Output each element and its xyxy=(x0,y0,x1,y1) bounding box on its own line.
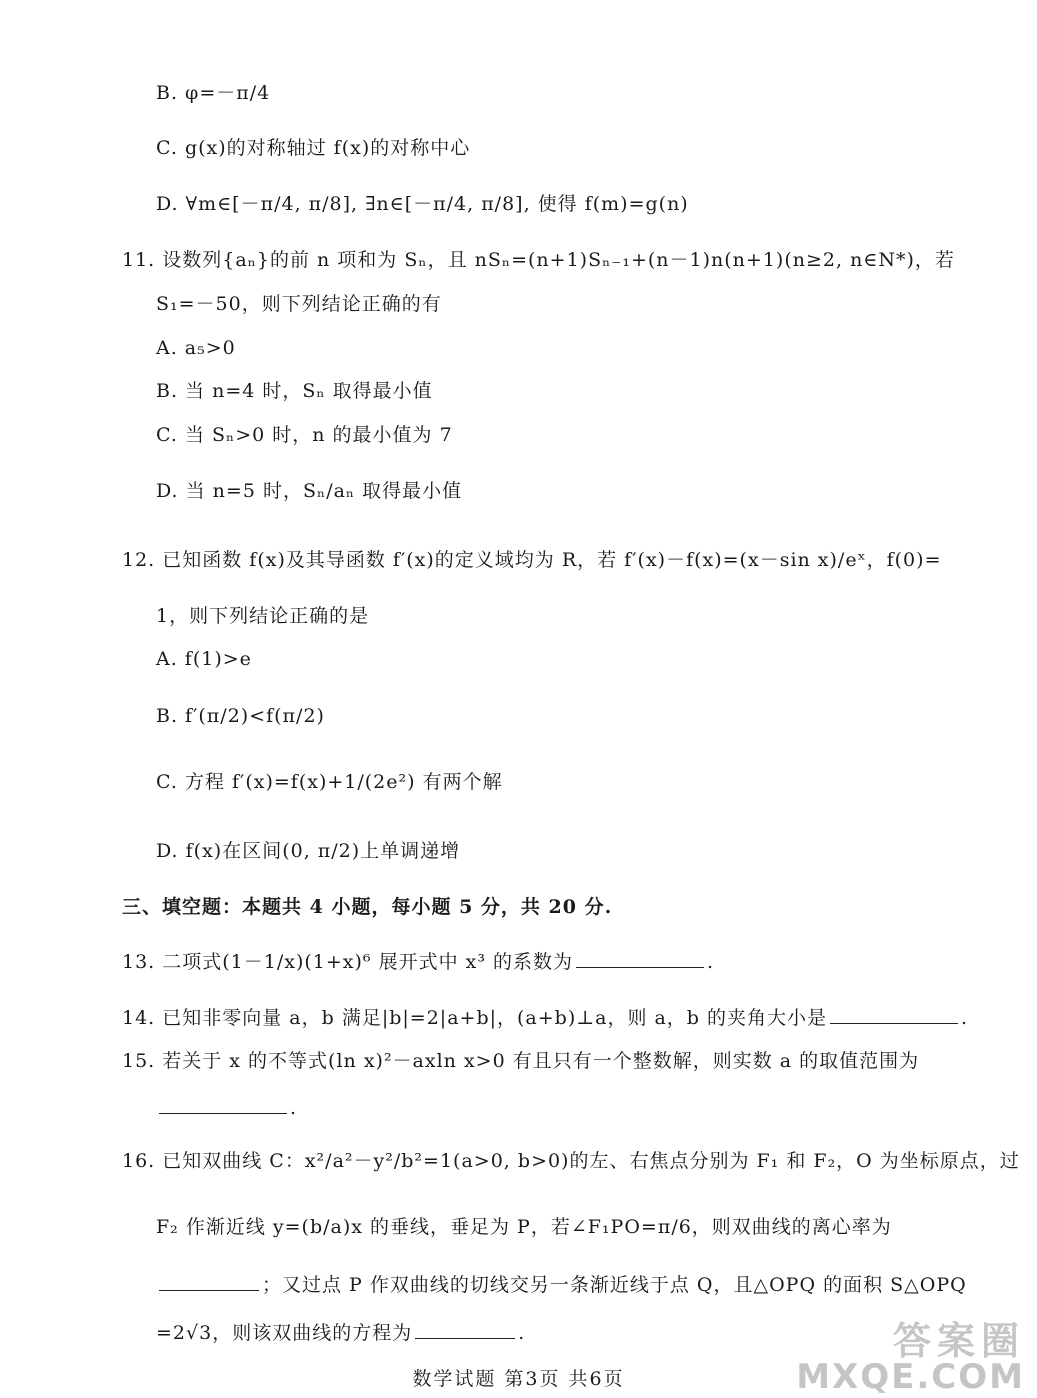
text-line xyxy=(156,295,442,314)
line-suffix: . xyxy=(518,1322,526,1344)
line-text: 1，则下列结论正确的是 xyxy=(156,605,370,627)
text-line xyxy=(156,607,369,626)
line-text: 15. 若关于 x 的不等式(ln x)²－axln x>0 有且只有一个整数解，则实数 a 的取值范围为 xyxy=(122,1050,920,1072)
text-line xyxy=(122,1152,1020,1171)
line-text: A. f(1)>e xyxy=(156,648,252,670)
text-line xyxy=(156,650,252,669)
page-footer: 数学试题 第3页 共6页 xyxy=(412,1368,625,1390)
watermark-logo xyxy=(796,1319,1025,1397)
text-line xyxy=(156,426,453,445)
line-text: ；又过点 P 作双曲线的切线交另一条渐近线于点 Q，且△OPQ 的面积 S△OPQ xyxy=(262,1274,967,1296)
text-line xyxy=(122,251,955,270)
line-text: 11. 设数列{aₙ}的前 n 项和为 Sₙ，且 nSₙ=(n+1)Sₙ₋₁+(n－1)n(n+1)(n≥2, n∈N*)，若 xyxy=(122,249,955,271)
line-text: D. ∀m∈[－π/4, π/8], ∃n∈[－π/4, π/8], 使得 f(m)=g(n) xyxy=(156,193,689,215)
answer-blank[interactable] xyxy=(576,966,704,968)
line-text: C. 方程 f′(x)=f(x)+1/(2e²) 有两个解 xyxy=(156,771,503,793)
line-text: 三、填空题：本题共 4 小题，每小题 5 分，共 20 分. xyxy=(122,896,613,918)
line-text: 16. 已知双曲线 C：x²/a²－y²/b²=1(a>0, b>0)的左、右焦点分别为 F₁ 和 F₂，O 为坐标原点，过 xyxy=(122,1150,1020,1172)
text-line xyxy=(156,382,433,401)
line-text: A. a₅>0 xyxy=(156,337,236,359)
text-line xyxy=(156,707,325,726)
text-line xyxy=(122,898,612,917)
line-suffix: . xyxy=(290,1097,298,1119)
text-line xyxy=(156,84,270,103)
watermark-top-text: 答案圈 xyxy=(892,1319,1025,1363)
line-text: S₁=－50，则下列结论正确的有 xyxy=(156,293,442,315)
answer-blank[interactable] xyxy=(159,1112,287,1114)
text-line xyxy=(122,1052,919,1071)
line-text: 14. 已知非零向量 a，b 满足|b|=2|a+b|，(a+b)⊥a，则 a，b 的夹角大小是 xyxy=(122,1007,828,1029)
text-line xyxy=(156,1218,892,1237)
line-suffix: . xyxy=(707,951,715,973)
line-text: F₂ 作渐近线 y=(b/a)x 的垂线，垂足为 P，若∠F₁PO=π/6，则双曲线的离心率为 xyxy=(156,1216,892,1238)
text-line xyxy=(156,1324,525,1343)
text-line xyxy=(156,139,470,158)
line-text: 12. 已知函数 f(x)及其导函数 f′(x)的定义域均为 R，若 f′(x)－f(x)=(x－sin x)/eˣ，f(0)= xyxy=(122,549,942,571)
text-line xyxy=(156,773,503,792)
line-text: C. g(x)的对称轴过 f(x)的对称中心 xyxy=(156,137,471,159)
line-text: D. f(x)在区间(0, π/2)上单调递增 xyxy=(156,840,461,862)
answer-blank[interactable] xyxy=(159,1289,259,1291)
line-text: =2√3，则该双曲线的方程为 xyxy=(156,1322,413,1344)
text-line xyxy=(156,1276,967,1295)
answer-blank[interactable] xyxy=(830,1022,958,1024)
text-line xyxy=(122,1009,968,1028)
line-text: C. 当 Sₙ>0 时，n 的最小值为 7 xyxy=(156,424,453,446)
text-line xyxy=(156,195,689,214)
text-line xyxy=(122,953,714,972)
line-suffix: . xyxy=(961,1007,969,1029)
line-text: 13. 二项式(1－1/x)(1+x)⁶ 展开式中 x³ 的系数为 xyxy=(122,951,573,973)
line-text: B. 当 n=4 时，Sₙ 取得最小值 xyxy=(156,380,433,402)
answer-blank[interactable] xyxy=(415,1337,515,1339)
line-text: D. 当 n=5 时，Sₙ/aₙ 取得最小值 xyxy=(156,480,463,502)
text-line xyxy=(156,339,236,358)
text-line xyxy=(122,551,941,570)
watermark-bottom-text: MXQE.COM xyxy=(796,1357,1025,1397)
text-line xyxy=(156,1099,297,1118)
text-line xyxy=(156,842,460,861)
line-text: B. f′(π/2)<f(π/2) xyxy=(156,705,325,727)
line-text: B. φ=－π/4 xyxy=(156,82,271,104)
text-line xyxy=(156,482,462,501)
